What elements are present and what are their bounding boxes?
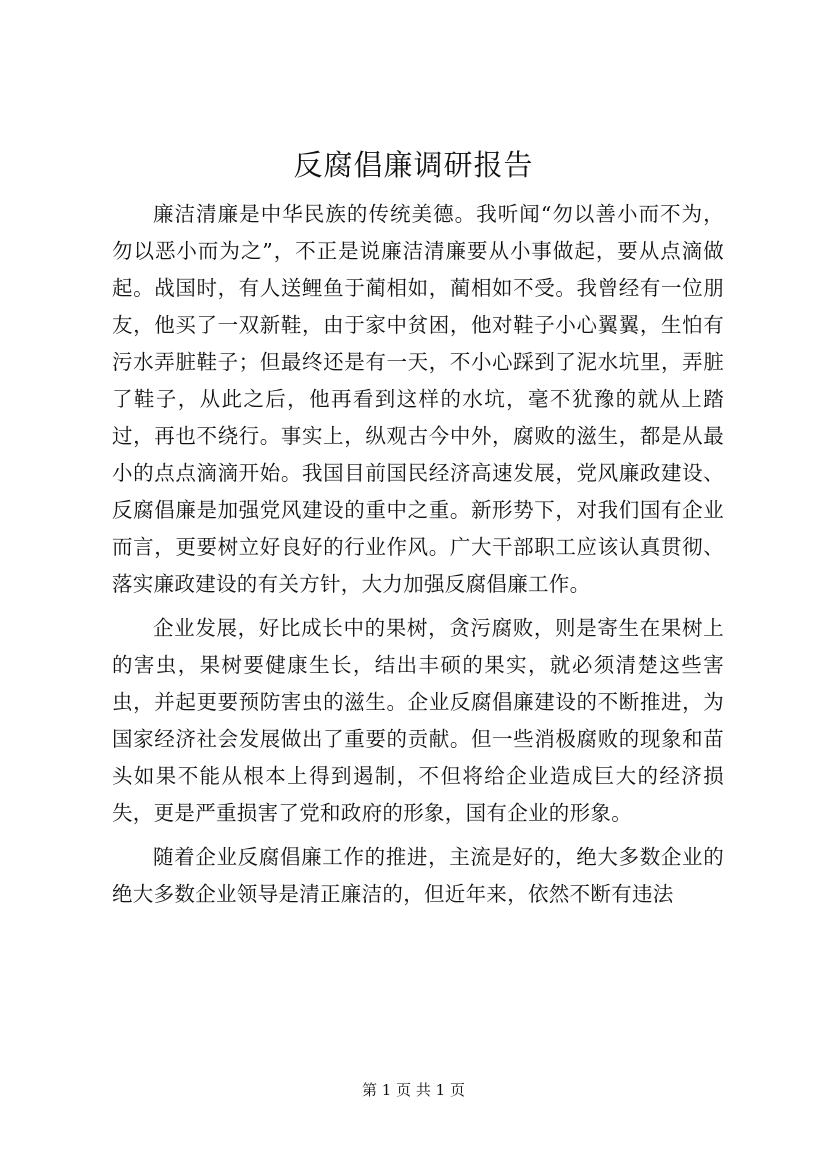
paragraph-3: 随着企业反腐倡廉工作的推进，主流是好的，绝大多数企业的绝大多数企业领导是清正廉洁的，但近年来，依然不断有违法 bbox=[112, 845, 724, 906]
page-footer: 第 1 页 共 1 页 bbox=[362, 1081, 465, 1099]
document-body bbox=[112, 196, 724, 920]
document-title: 反腐倡廉调研报告 bbox=[293, 148, 534, 182]
paragraph-2: 企业发展，好比成长中的果树，贪污腐败，则是寄生在果树上的害虫，果树要健康生长，结出丰硕的果实，就必须清楚这些害虫，并起更要预防害虫的滋生。企业反腐倡廉建设的不断推进，为国家经济社会发展做出了重要的贡献。但一些消极腐败的现象和苗头如果不能从根本上得到遏制，不但将给企业造成巨大的经济损失，更是严重损害了党和政府的形象，国有企业的形象。 bbox=[112, 616, 724, 825]
paragraph-1: 廉洁清廉是中华民族的传统美德。我听闻“勿以善小而不为，勿以恶小而为之”，不正是说廉洁清廉要从小事做起，要从点滴做起。战国时，有人送鲤鱼于蔺相如，蔺相如不受。我曾经有一位朋友，他买了一双新鞋，由于家中贫困，他对鞋子小心翼翼，生怕有污水弄脏鞋子；但最终还是有一天，不小心踩到了泥水坑里，弄脏了鞋子，从此之后，他再看到这样的水坑，毫不犹豫的就从上踏过，再也不绕行。事实上，纵观古今中外，腐败的滋生，都是从最小的点点滴滴开始。我国目前国民经济高速发展，党风廉政建设、反腐倡廉是加强党风建设的重中之重。新形势下，对我们国有企业而言，更要树立好良好的行业作风。广大干部职工应该认真贯彻、落实廉政建设的有关方针，大力加强反腐倡廉工作。 bbox=[112, 202, 724, 596]
